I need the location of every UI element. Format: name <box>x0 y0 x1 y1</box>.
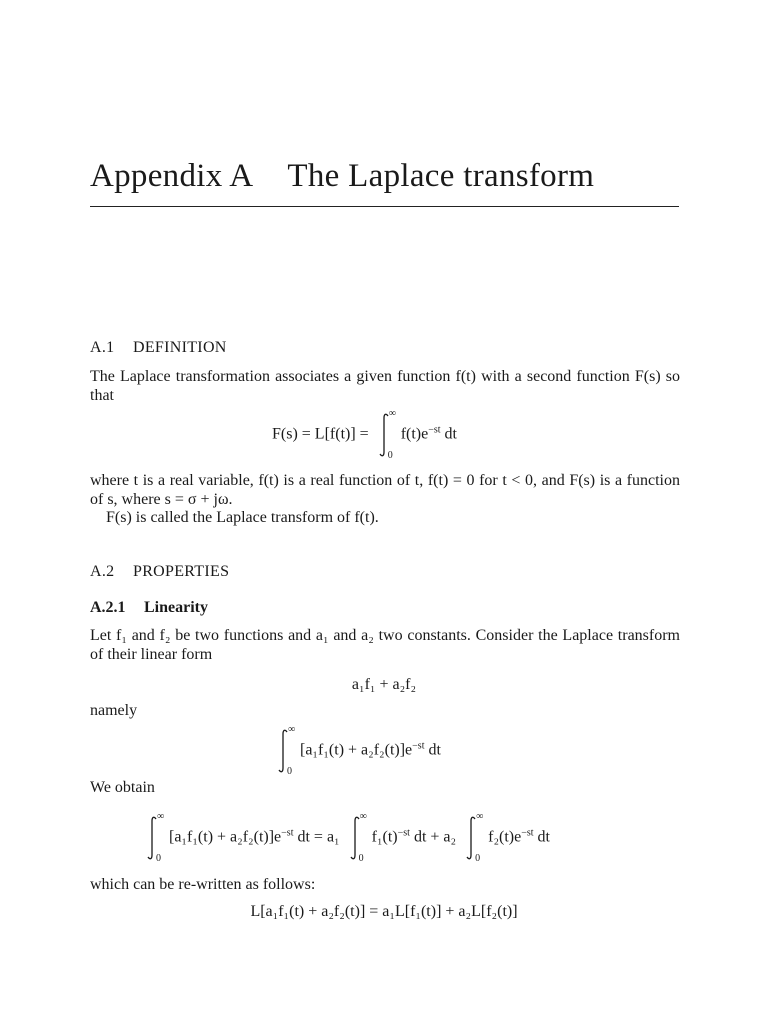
lower-limit: 0 <box>287 766 292 777</box>
eq3-term-d: dt + a₂ <box>409 828 457 846</box>
paragraph-variables: where t is a real variable, f(t) is a real function of t, f(t) = 0 for t < 0, and F(s) is a function of s, where s = σ + jω. <box>90 472 680 508</box>
lower-limit: 0 <box>156 853 161 864</box>
eq2-differential: dt <box>424 741 441 759</box>
upper-limit: ∞ <box>476 811 484 822</box>
eq1-integrand: f(t)e <box>400 425 429 443</box>
eq3-term-c: f₁(t) <box>371 828 398 846</box>
appendix-title-text: The Laplace transform <box>287 158 595 194</box>
integral-sign <box>462 811 484 864</box>
upper-limit: ∞ <box>157 811 165 822</box>
eq1-lhs: F(s) = L[f(t)] = <box>272 425 369 443</box>
subsection-number: A.2.1 <box>90 599 126 616</box>
upper-limit: ∞ <box>288 724 296 735</box>
integral-sign <box>375 408 396 461</box>
eq3-exponent-e: −st <box>521 827 534 839</box>
eq3-term-f: dt <box>533 828 550 846</box>
eq3-term-e: f₂(t)e <box>488 828 522 846</box>
eq3-exponent-a: −st <box>281 827 294 839</box>
eq2-integrand: [a₁f₁(t) + a₂f₂(t)]e <box>300 741 413 759</box>
eq1-exponent: −st <box>428 424 441 436</box>
equation-laplace-definition <box>272 408 457 461</box>
integral-sign <box>274 724 296 777</box>
eq3-term-a: [a₁f₁(t) + a₂f₂(t)]e <box>169 828 282 846</box>
text-namely: namely <box>90 702 138 719</box>
eq3-exponent-c: −st <box>397 827 410 839</box>
appendix-title <box>90 158 690 195</box>
lower-limit: 0 <box>475 853 481 864</box>
eq1-differential: dt <box>440 425 457 443</box>
eq2-exponent: −st <box>412 740 425 752</box>
paragraph-definition: The Laplace transformation associates a given function f(t) with a second function F(s) so that <box>90 368 680 404</box>
upper-limit: ∞ <box>359 811 367 822</box>
equation-linear-form: a₁f₁ + a₂f₂ <box>351 676 417 693</box>
subsection-title: Linearity <box>144 599 208 616</box>
section-title: DEFINITION <box>133 339 227 356</box>
equation-linearity-result: L[a₁f₁(t) + a₂f₂(t)] = a₁L[f₁(t)] + a₂L[f₂(t)] <box>250 903 518 920</box>
upper-limit: ∞ <box>388 408 396 419</box>
equation-linear-integral <box>272 724 441 777</box>
integral-sign <box>346 811 367 864</box>
eq3-term-b: dt = a₁ <box>293 828 340 846</box>
section-title: PROPERTIES <box>133 563 230 580</box>
text-we-obtain: We obtain <box>90 779 155 796</box>
paragraph-linearity: Let f₁ and f₂ be two functions and a₁ and a₂ two constants. Consider the Laplace transform of their linear form <box>90 627 680 663</box>
appendix-label: Appendix A <box>90 158 254 194</box>
equation-linearity-expansion <box>141 811 550 864</box>
title-rule <box>90 206 679 207</box>
subsection-heading-a21 <box>90 599 208 617</box>
section-number: A.2 <box>90 563 115 580</box>
text-rewritten: which can be re-written as follows: <box>90 876 316 893</box>
section-heading-a1 <box>90 339 227 357</box>
section-heading-a2 <box>90 563 229 581</box>
integral-sign <box>143 811 165 864</box>
section-number: A.1 <box>90 339 115 356</box>
lower-limit: 0 <box>387 450 393 461</box>
paragraph-transform-name: F(s) is called the Laplace transform of f(t). <box>106 509 379 526</box>
lower-limit: 0 <box>358 853 364 864</box>
